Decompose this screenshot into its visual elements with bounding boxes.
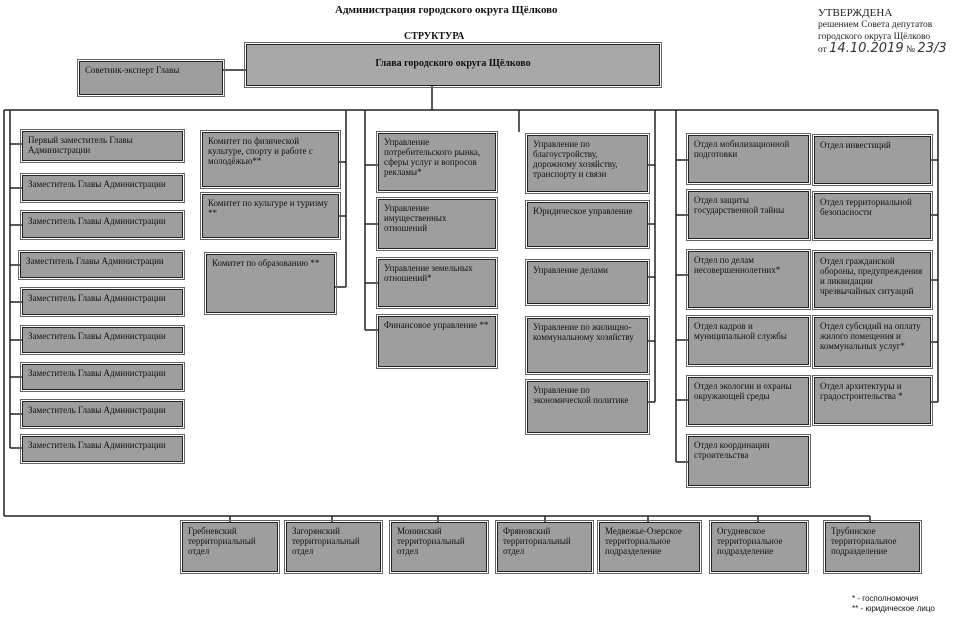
territorial-box-fryanovo: Фряновский территориальный отдел	[497, 522, 592, 572]
approval-line-2: решением Совета депутатов	[818, 20, 933, 30]
legend	[852, 594, 935, 614]
approval-date-prefix: от	[818, 45, 827, 55]
deputy-box-3: Заместитель Главы Администрации	[22, 212, 183, 238]
territorial-box-grebnevo: Гребневский территориальный отдел	[182, 522, 278, 572]
head-of-district-box: Глава городского округа Щёлково	[246, 44, 660, 86]
office-box-state-secret: Отдел защиты государственной тайны	[688, 191, 809, 239]
advisor-box: Советник-эксперт Главы	[79, 61, 223, 95]
territorial-box-medvezhi-ozera: Медвежье-Озерское территориальное подразделение	[599, 522, 700, 572]
office-box-personnel: Отдел кадров и муниципальной службы	[688, 317, 809, 365]
department-box-housing: Управление по жилищно-коммунальному хозяйству	[527, 318, 648, 373]
committee-box-sport: Комитет по физической культуре, спорту и работе с молодёжью**	[202, 132, 339, 187]
approval-heading: УТВЕРЖДЕНА	[818, 7, 893, 19]
territorial-box-monino: Монинский территориальный отдел	[391, 522, 487, 572]
approval-line-3: городского округа Щёлково	[818, 32, 931, 42]
office-box-territorial-security: Отдел территориальной безопасности	[814, 193, 931, 239]
deputy-box-2: Заместитель Главы Администрации	[22, 175, 183, 201]
page-subtitle: СТРУКТУРА	[404, 31, 465, 42]
territorial-box-zagoryansky: Загорянский территориальный отдел	[286, 522, 381, 572]
legend-double-asterisk: ** - юридическое лицо	[852, 604, 935, 613]
deputy-box-9: Заместитель Главы Администрации	[22, 436, 183, 462]
deputy-box-1: Первый заместитель Главы Администрации	[22, 131, 183, 161]
office-box-civil-defense: Отдел гражданской обороны, предупреждения и ликвидации чрезвычайных ситуаций	[814, 252, 931, 308]
territorial-box-ogudnevo: Огудневское территориальное подразделение	[711, 522, 807, 572]
department-box-economic: Управление по экономической политике	[527, 381, 648, 433]
deputy-box-4: Заместитель Главы Администрации	[20, 252, 183, 278]
approval-number: 23/3	[917, 41, 947, 56]
approval-number-prefix: №	[905, 45, 916, 55]
department-box-finance: Финансовое управление **	[378, 316, 496, 367]
office-box-minors: Отдел по делам несовершеннолетних*	[688, 251, 809, 308]
office-box-subsidies: Отдел субсидий на оплату жилого помещения и коммунальных услуг*	[814, 317, 931, 367]
committee-box-culture: Комитет по культуре и туризму **	[202, 194, 339, 238]
territorial-box-trubino: Трубинское территориальное подразделение	[825, 522, 920, 572]
approval-stamp	[818, 7, 947, 56]
office-box-ecology: Отдел экологии и охраны окружающей среды	[688, 377, 809, 425]
department-box-property: Управление имущественных отношений	[378, 199, 496, 249]
page-title: Администрация городского округа Щёлково	[335, 4, 558, 16]
office-box-construction: Отдел координации строительства	[688, 436, 809, 486]
deputy-box-6: Заместитель Главы Администрации	[22, 327, 183, 353]
office-box-investment: Отдел инвестиций	[814, 136, 931, 184]
department-box-affairs: Управление делами	[527, 261, 648, 304]
deputy-box-8: Заместитель Главы Администрации	[22, 401, 183, 427]
department-box-consumer-market: Управление потребительского рынка, сферы услуг и вопросов рекламы*	[378, 133, 496, 191]
office-box-architecture: Отдел архитектуры и градостроительства *	[814, 377, 931, 424]
department-box-land: Управление земельных отношений*	[378, 259, 496, 307]
office-box-mobilization: Отдел мобилизационной подготовки	[688, 135, 809, 183]
department-box-landscaping: Управление по благоустройству, дорожному хозяйству, транспорту и связи	[527, 135, 648, 192]
legend-single-asterisk: * - госполномочия	[852, 594, 919, 603]
deputy-box-5: Заместитель Главы Администрации	[22, 289, 183, 315]
deputy-box-7: Заместитель Главы Администрации	[22, 364, 183, 390]
approval-date-line	[818, 43, 947, 56]
committee-box-education: Комитет по образованию **	[206, 254, 335, 313]
approval-date: 14.10.2019	[829, 41, 904, 56]
department-box-legal: Юридическое управление	[527, 202, 648, 247]
